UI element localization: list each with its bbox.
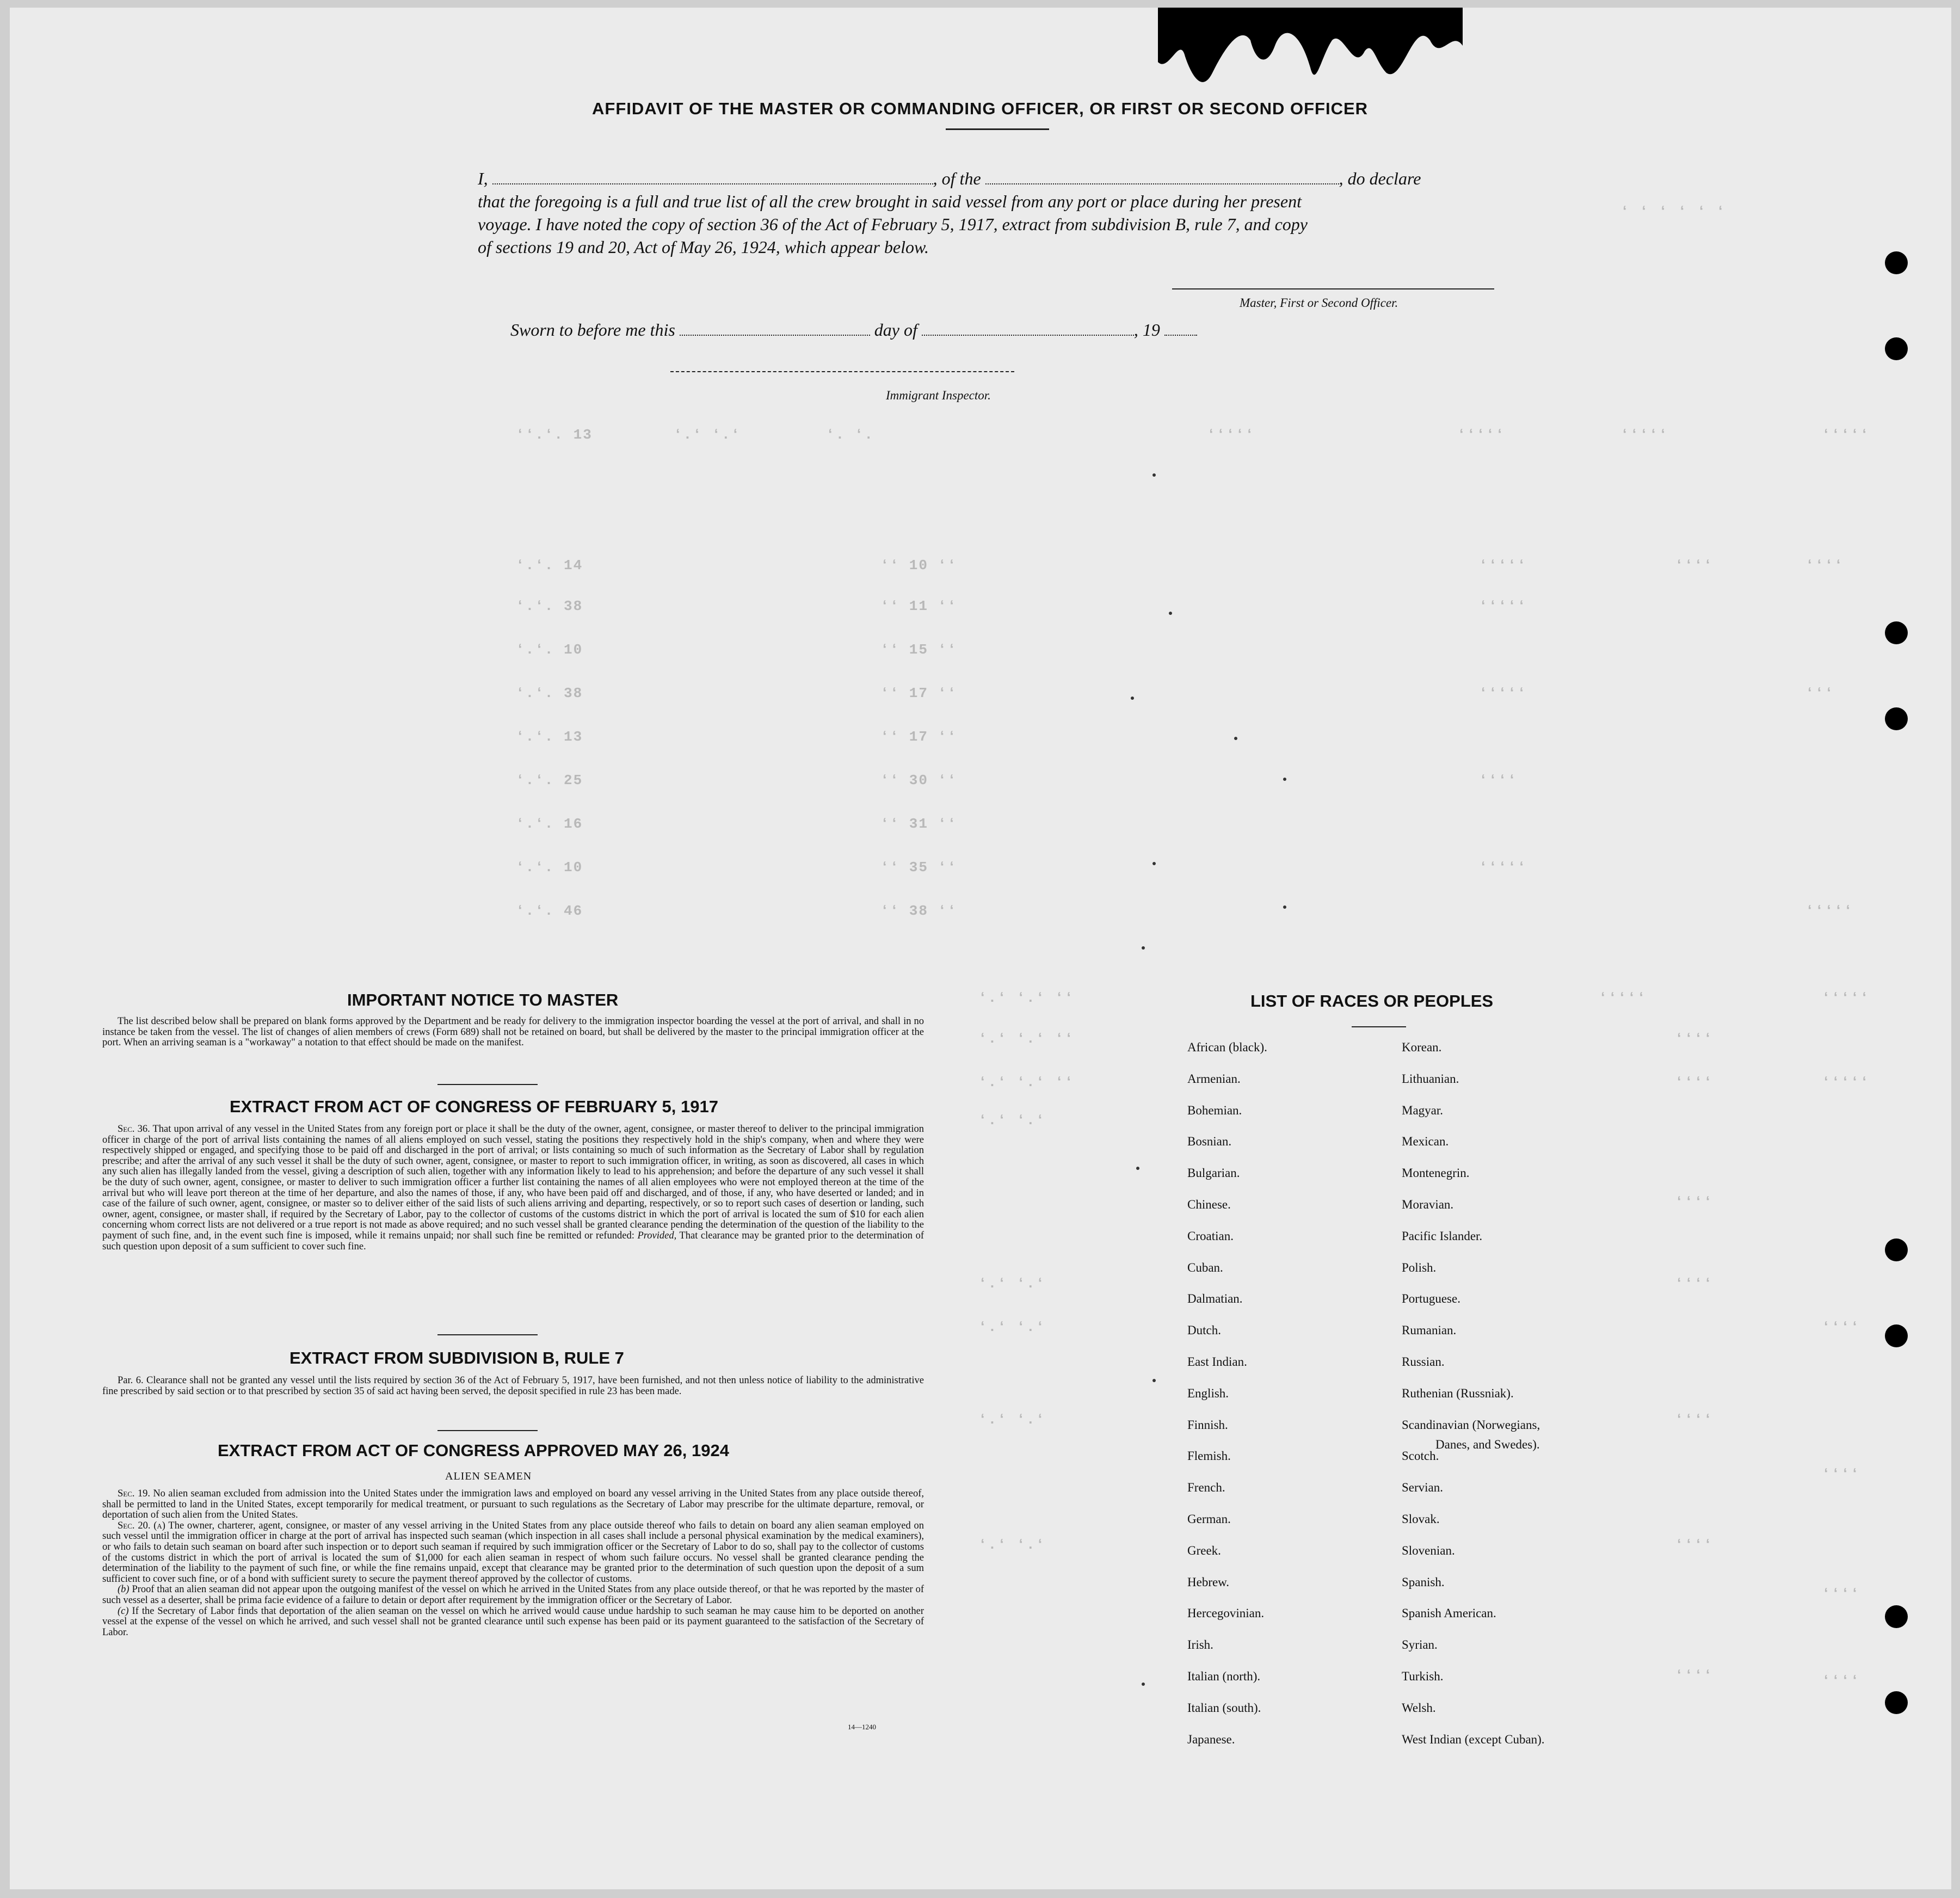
alien-seamen-subtitle: ALIEN SEAMEN bbox=[445, 1470, 532, 1482]
name-blank[interactable] bbox=[492, 170, 933, 184]
notice-paragraph: The list described below shall be prepared on blank forms approved by the Department and be ready for delivery to the immigration inspector boarding the vessel at the port of arrival, and shall in no instance be taken from the vessel. The list of changes of alien members of crews (Form 689) shall not be retained on board, but shall be delivered by the master to the principal immigration officer at the port. When an arriving seaman is a "workaway" a notation to that effect should be made on the manifest. bbox=[102, 1016, 924, 1049]
sworn-year-blank[interactable] bbox=[1164, 322, 1197, 336]
race-item: Polish. bbox=[1402, 1261, 1437, 1274]
extract-1924-title: EXTRACT FROM ACT OF CONGRESS APPROVED MAY 26, 1924 bbox=[218, 1441, 729, 1460]
binder-hole bbox=[1885, 1238, 1908, 1261]
race-item: Moravian. bbox=[1402, 1198, 1454, 1211]
race-item: Portuguese. bbox=[1402, 1292, 1460, 1305]
race-item: Scotch. bbox=[1402, 1449, 1439, 1463]
race-item: Slovak. bbox=[1402, 1512, 1440, 1526]
sworn-month-blank[interactable] bbox=[922, 322, 1134, 336]
race-item: Rumanian. bbox=[1402, 1323, 1457, 1337]
race-item: Bohemian. bbox=[1187, 1104, 1242, 1117]
affidavit-line-4: of sections 19 and 20, Act of May 26, 1924, which appear below. bbox=[478, 237, 929, 257]
sec-20a-label: Sec. 20. (a) bbox=[118, 1520, 165, 1531]
binder-hole bbox=[1885, 1691, 1908, 1714]
document-page: ʻʻ.ʻ. 13 ʻ.ʻ ʻ.ʻ ʻ. ʻ. ʻʻʻʻʻ ʻʻʻʻʻ ʻʻʻʻʻ ʻʻʻʻʻ ʻ ʻ ʻ ʻ ʻ ʻ ʻ.ʻ. 14 ʻ.ʻ. 38 ʻ.ʻ. 10 ʻ.ʻ. 38 ʻ.ʻ. 13 ʻ.ʻ. 25 ʻ.ʻ. 16 ʻ.ʻ. 10 ʻ.ʻ. 46 ʻʻ 10 ʻʻ ʻʻ 11 ʻʻ ʻʻ 15 ʻʻ ʻʻ 17 ʻʻ ʻʻ 17 ʻʻ ʻʻ 30 ʻʻ ʻʻ 31 ʻʻ ʻʻ 35 ʻʻ ʻʻ 38 ʻʻ ʻʻʻʻʻ ʻʻʻʻʻ ʻʻʻʻʻ ʻʻʻʻ ʻʻʻʻʻ ʻʻʻʻ ʻʻʻʻ ʻʻʻ ʻʻʻʻʻ ʻ.ʻ ʻ.ʻ ʻʻ ʻ.ʻ ʻ.ʻ ʻʻ ʻ.ʻ ʻ.ʻ ʻʻ ʻ.ʻ ʻ.ʻ ʻ.ʻ ʻ.ʻ ʻ.ʻ ʻ.ʻ ʻ.ʻ ʻ.ʻ ʻ.ʻ ʻ.ʻ ʻʻʻʻʻ ʻʻʻʻ ʻʻʻʻ ʻʻʻʻ ʻʻʻʻ ʻʻʻʻ ʻʻʻʻ ʻʻʻʻ ʻʻʻʻʻ ʻʻʻʻʻ ʻʻʻʻ ʻʻʻʻ ʻʻʻʻ ʻʻʻʻ AFFIDAVIT OF THE MASTER OR COMMANDING OFFICER, OR FIRST OR SECOND OFFICER I, , of the , do declare that the foregoing is a full and true list of all the crew brought in said vessel from any port or place during her present voyage. I have noted the copy of section 36 of the Act of February 5, 1917, extract from subdivision B, rule 7, and copy of sections 19 and 20, Act of May 26, 1924, which appear below. Master, First or Second Officer. Sworn to before me this day of , 19 Immigrant Inspector. IMPORTANT NOTICE TO MASTER The list described below shall be prepared on blank forms approved by the Department and be ready for delivery to the immigration inspector boarding the vessel at the port of arrival, and shall in no instance be taken from the vessel. The list of changes of alien members of crews (Form 689) shall not be retained on board, but shall be delivered by the master to the principal immigration officer at the port. When an arriving seaman is a "workaway" a notation to that effect should be made on the manifest. EXTRACT FROM ACT OF CONGRESS OF FEBRUARY 5, 1917 Sec. 36. That upon arrival of any vessel in the United States from any foreign port or place it shall be the duty of the owner, agent, consignee, or master thereof to deliver to the principal immigration officer in charge of the port of arrival lists containing the names of all aliens employed on such vessel, stating the positions they respectively hold in the ship's company, when and where they were respectively shipped or engaged, and specifying those to be paid off and discharged in the port of arrival; or lists containing so much of such information as the Secretary of Labor shall by regulation prescribe; and after the arrival of any such vessel it shall be the duty of such owner, agent, consignee, or master to report to such immigration officer, in writing, as soon as discovered, all cases in which any such alien has illegally landed from the vessel, giving a description of such alien, together with any information likely to lead to his apprehension; and before the departure of any such vessel it shall be the duty of such owner, agent, consignee, or master to deliver to such immigration officer a further list containing the names of all alien employees who were not employed thereon at the time of the arrival but who will leave port thereon at the time of her departure, and also the names of those, if any, who have been paid off and discharged, and of those, if any, who have deserted or landed; and in case of the failure of such owner, agent, consignee, or master so to deliver either of the said lists of such aliens arriving and departing, respectively, or so to report such cases of desertion or landing, such owner, agent, consignee, or master shall, if required by the Secretary of Labor, pay to the collector of customs of the customs district in which the port of arrival is located the sum of $10 for each alien concerning whom correct lists are not delivered or a true report is not made as above required; and no such vessel shall be granted clearance pending the determination of the question of the liability to the payment of such fine, and, in the event such fine is imposed, while it remains unpaid; nor shall such fine be remitted or refunded: Provided, That clearance may be granted prior to the determination of such question upon deposit of a sum sufficient to cover such fine. EXTRACT FROM SUBDIVISION B, RULE 7 Par. 6. Clearance shall not be granted any vessel until the lists required by section 36 of the Act of February 5, 1917, have been furnished, and not then unless notice of liability to the administrative fine prescribed by said section or to that prescribed by section 35 of said act having been served, the deposit specified in rule 23 has been made. EXTRACT FROM ACT OF CONGRESS APPROVED MAY 26, 1924 ALIEN SEAMEN Sec. 19. No alien seaman excluded from admission into the United States under the immigration laws and employed on board any vessel arriving in the United States from any place outside thereof, shall be permitted to land in the United States, except temporarily for medical treatment, or pursuant to such regulations as the Secretary of Labor may prescribe for the ultimate departure, removal, or deportation of such alien from the United States. Sec. 20. (a) The owner, charterer, agent, consignee, or master of any vessel arriving in the United States from any place outside thereof who fails to detain on board any alien seaman employed on such vessel until the immigration officer in charge at the port of arrival has inspected such seaman (which inspection in all cases shall include a personal physical examination by the medical examiners), or who fails to detain such seaman on board after such inspection or to deport such seaman if required by such immigration officer or the Secretary of Labor to do so, shall pay to the collector of customs of the customs district in which the port of arrival is located the sum of $1,000 for each alien seaman in respect of whom such failure occurs. No vessel shall be granted clearance pending the determination of the liability to the payment of such fine, or while the fine remains unpaid, except that clearance may be granted prior to the determination of such question upon the deposit of a sum sufficient to cover such fine, or of a bond with sufficient surety to secure the payment thereof approved by the collector of customs. (b) Proof that an alien seaman did not appear upon the outgoing manifest of the vessel on which he arrived in the United States from any place outside thereof, or that he was reported by the master of such vessel as a deserter, shall be prima facie evidence of a failure to detain or deport after requirement by the immigration officer or the Secretary of Labor. (c) If the Secretary of Labor finds that deportation of the alien seaman on the vessel on which he arrived would cause undue hardship to such seaman he may cause him to be deported on another vessel at the expense of the vessel on which he arrived, and such vessel shall not be granted clearance until such expense has been paid or its payment guaranteed to the satisfaction of the Secretary of Labor. 14—1240 LIST OF RACES OR PEOPLES Danes, and Swedes). African (black). Armenian. Bohemian. Bosnian. Bulgarian. Chinese. Croatian. Cuban. Dalmatian. Dutch. East Indian. English. Finnish. Flemish. French. German. Greek. Hebrew. Hercegovinian. Irish. Italian (north). Italian (south). Japanese. Korean. Lithuanian. Magyar. Mexican. Montenegrin. Moravian. Pacific Islander. Polish. Portuguese. Rumanian. Russian. Ruthenian (Russniak). Scandinavian (Norwegians, Scotch. Servian. Slovak. Slovenian. Spanish. Spanish American. Syrian. Turkish. Welsh. West Indian (except Cuban). bbox=[10, 8, 1951, 1889]
race-item: Korean. bbox=[1402, 1040, 1442, 1054]
notice-text bbox=[102, 1016, 924, 1049]
rule-7-title: EXTRACT FROM SUBDIVISION B, RULE 7 bbox=[289, 1348, 624, 1367]
sec-36-label: Sec. 36. bbox=[118, 1124, 150, 1135]
race-item: Servian. bbox=[1402, 1481, 1444, 1494]
vessel-blank[interactable] bbox=[985, 170, 1339, 184]
sec-20b-label: (b) bbox=[118, 1584, 130, 1595]
notice-rule bbox=[437, 1084, 538, 1085]
affidavit-of-the: , of the bbox=[933, 169, 981, 188]
race-item: Lithuanian. bbox=[1402, 1072, 1459, 1086]
race-item: East Indian. bbox=[1187, 1355, 1247, 1369]
rule-7-rule bbox=[437, 1430, 538, 1431]
sec-20c-body: If the Secretary of Labor finds that deportation of the alien seaman on the vessel on which he arrived would cause undue hardship to such seaman he may cause him to be deported on another vessel at the expense of the vessel on which he arrived, and such vessel shall not be granted clearance until such expense has been paid or its payment guaranteed to the satisfaction of the Secretary of Labor. bbox=[102, 1605, 924, 1638]
binder-hole bbox=[1885, 251, 1908, 274]
binder-hole bbox=[1885, 337, 1908, 360]
races-title: LIST OF RACES OR PEOPLES bbox=[1250, 991, 1494, 1010]
extract-1917-text bbox=[102, 1124, 924, 1252]
affidavit-do-declare: , do declare bbox=[1339, 169, 1421, 188]
form-number: 14—1240 bbox=[848, 1723, 876, 1731]
race-item: Slovenian. bbox=[1402, 1544, 1455, 1557]
affidavit-line-1 bbox=[478, 169, 1421, 189]
affidavit-line-2: that the foregoing is a full and true list of all the crew brought in said vessel from any port or place during her present bbox=[478, 192, 1302, 211]
sec-20c-label: (c) bbox=[118, 1605, 129, 1617]
race-item: Japanese. bbox=[1187, 1733, 1235, 1746]
day-of-label: day of bbox=[874, 320, 917, 340]
extract-1917-title: EXTRACT FROM ACT OF CONGRESS OF FEBRUARY 5, 1917 bbox=[230, 1097, 718, 1116]
races-rule bbox=[1352, 1026, 1406, 1027]
binder-hole bbox=[1885, 621, 1908, 644]
race-item: Bulgarian. bbox=[1187, 1166, 1240, 1180]
race-item: Italian (north). bbox=[1187, 1669, 1261, 1683]
race-item: Scandinavian (Norwegians, bbox=[1402, 1418, 1540, 1432]
race-item: Russian. bbox=[1402, 1355, 1445, 1369]
race-item: Magyar. bbox=[1402, 1104, 1444, 1117]
extract-1917-rule bbox=[437, 1334, 538, 1335]
sworn-label: Sworn to before me this bbox=[510, 320, 675, 340]
race-item: German. bbox=[1187, 1512, 1231, 1526]
race-item: English. bbox=[1187, 1386, 1229, 1400]
race-item: Spanish. bbox=[1402, 1575, 1445, 1589]
race-item: Mexican. bbox=[1402, 1135, 1449, 1148]
race-item: Syrian. bbox=[1402, 1638, 1438, 1651]
binder-hole bbox=[1885, 1324, 1908, 1347]
affidavit-i: I, bbox=[478, 169, 488, 188]
year-label: , 19 bbox=[1133, 320, 1160, 340]
sec-19-body: No alien seaman excluded from admission into the United States under the immigration laws and employed on board any vessel arriving in the United States from any place outside thereof, shall be permitted to land in the United States, except temporarily for medical treatment, or pursuant to such regulations as the Secretary of Labor may prescribe for the ultimate departure, removal, or deportation of such alien from the United States. bbox=[102, 1488, 924, 1521]
race-item: Cuban. bbox=[1187, 1261, 1223, 1274]
rule-7-text bbox=[102, 1376, 924, 1397]
inspector-signature-line[interactable] bbox=[670, 371, 1014, 373]
race-item: Bosnian. bbox=[1187, 1135, 1232, 1148]
race-item: Spanish American. bbox=[1402, 1606, 1496, 1620]
sec-20b-body: Proof that an alien seaman did not appear upon the outgoing manifest of the vessel on which he arrived in the United States from any place outside thereof, or that he was reported by the master of such vessel as a deserter, shall be prima facie evidence of a failure to detain or deport after requirement by the immigration officer or the Secretary of Labor. bbox=[102, 1584, 924, 1606]
proviso-body: That clearance may be granted prior to the determination of such question upon deposit of a sum sufficient to cover such fine. bbox=[102, 1230, 924, 1252]
race-item: Welsh. bbox=[1402, 1701, 1436, 1715]
race-item: French. bbox=[1187, 1481, 1225, 1494]
proviso-label: Provided, bbox=[637, 1230, 677, 1241]
race-item: Chinese. bbox=[1187, 1198, 1231, 1211]
race-item: Dutch. bbox=[1187, 1323, 1221, 1337]
binder-hole bbox=[1885, 1605, 1908, 1628]
master-caption: Master, First or Second Officer. bbox=[1240, 296, 1398, 310]
race-item: Ruthenian (Russniak). bbox=[1402, 1386, 1514, 1400]
race-item: African (black). bbox=[1187, 1040, 1267, 1054]
race-item: Greek. bbox=[1187, 1544, 1221, 1557]
master-signature-line[interactable] bbox=[1172, 288, 1494, 289]
race-item: Armenian. bbox=[1187, 1072, 1241, 1086]
affidavit-title: AFFIDAVIT OF THE MASTER OR COMMANDING OFFICER, OR FIRST OR SECOND OFFICER bbox=[592, 99, 1369, 118]
notice-title: IMPORTANT NOTICE TO MASTER bbox=[347, 990, 619, 1009]
race-item: Finnish. bbox=[1187, 1418, 1228, 1432]
sworn-line bbox=[510, 320, 1197, 340]
race-item: Italian (south). bbox=[1187, 1701, 1261, 1715]
inspector-caption: Immigrant Inspector. bbox=[886, 389, 991, 402]
race-item: West Indian (except Cuban). bbox=[1402, 1733, 1545, 1746]
race-item: Dalmatian. bbox=[1187, 1292, 1243, 1305]
race-item: Croatian. bbox=[1187, 1229, 1234, 1243]
sec-20a-body: The owner, charterer, agent, consignee, or master of any vessel arriving in the United States from any place outside thereof who fails to detain on board any alien seaman employed on such vessel until the immigration officer in charge at the port of arrival has inspected such seaman (which inspection in all cases shall include a personal physical examination by the medical examiners), or who fails to detain such seaman on board after such inspection or to deport such seaman if required by such immigration officer or the Secretary of Labor to do so, shall pay to the collector of customs of the customs district in which the port of arrival is located the sum of $1,000 for each alien seaman in respect of whom such failure occurs. No vessel shall be granted clearance pending the determination of the liability to the payment of such fine, or while the fine remains unpaid, except that clearance may be granted prior to the determination of such question upon the deposit of a sum sufficient to cover such fine, or of a bond with sufficient surety to secure the payment thereof approved by the collector of customs. bbox=[102, 1520, 924, 1585]
affidavit-line-3: voyage. I have noted the copy of section 36 of the Act of February 5, 1917, extract from subdivision B, rule 7, and copy bbox=[478, 214, 1308, 234]
sworn-day-blank[interactable] bbox=[680, 322, 870, 336]
race-item: Montenegrin. bbox=[1402, 1166, 1470, 1180]
race-item: Flemish. bbox=[1187, 1449, 1231, 1463]
race-item: Pacific Islander. bbox=[1402, 1229, 1483, 1243]
race-scandinavian-continuation: Danes, and Swedes). bbox=[1435, 1438, 1540, 1451]
rule-7-paragraph: Par. 6. Clearance shall not be granted any vessel until the lists required by section 36 of the Act of February 5, 1917, have been furnished, and not then unless notice of liability to the administrative fine prescribed by said section or to that prescribed by section 35 of said act having been served, the deposit specified in rule 23 has been made. bbox=[102, 1375, 924, 1397]
sec-19-label: Sec. 19. bbox=[118, 1488, 150, 1499]
extract-1924-text bbox=[102, 1489, 924, 1638]
race-item: Hebrew. bbox=[1187, 1575, 1230, 1589]
binder-hole bbox=[1885, 707, 1908, 730]
race-item: Hercegovinian. bbox=[1187, 1606, 1265, 1620]
title-rule bbox=[946, 128, 1049, 130]
sec-36-body: That upon arrival of any vessel in the United States from any foreign port or place it shall be the duty of the owner, agent, consignee, or master thereof to deliver to the principal immigration officer in charge of the port of arrival lists containing the names of all aliens employed on such vessel, stating the positions they respectively hold in the ship's company, when and where they were respectively shipped or engaged, and specifying those to be paid off and discharged in the port of arrival; or lists containing so much of such information as the Secretary of Labor shall by regulation prescribe; and after the arrival of any such vessel it shall be the duty of such owner, agent, consignee, or master to report to such immigration officer, in writing, as soon as discovered, all cases in which any such alien has illegally landed from the vessel, giving a description of such alien, together with any information likely to lead to his apprehension; and before the departure of any such vessel it shall be the duty of such owner, agent, consignee, or master to deliver to such immigration officer a further list containing the names of all alien employees who were not employed thereon at the time of the arrival but who will leave port thereon at the time of her departure, and also the names of those, if any, who have been paid off and discharged, and of those, if any, who have deserted or landed; and in case of the failure of such owner, agent, consignee, or master so to deliver either of the said lists of such aliens arriving and departing, respectively, or so to report such cases of desertion or landing, such owner, agent, consignee, or master shall, if required by the Secretary of Labor, pay to the collector of customs of the customs district in which the port of arrival is located the sum of $10 for each alien concerning whom correct lists are not delivered or a true report is not made as above required; and no such vessel shall be granted clearance pending the determination of the question of the liability to the payment of such fine, and, in the event such fine is imposed, while it remains unpaid; nor shall such fine be remitted or refunded: bbox=[102, 1124, 924, 1241]
race-item: Turkish. bbox=[1402, 1669, 1444, 1683]
race-item: Irish. bbox=[1187, 1638, 1213, 1651]
